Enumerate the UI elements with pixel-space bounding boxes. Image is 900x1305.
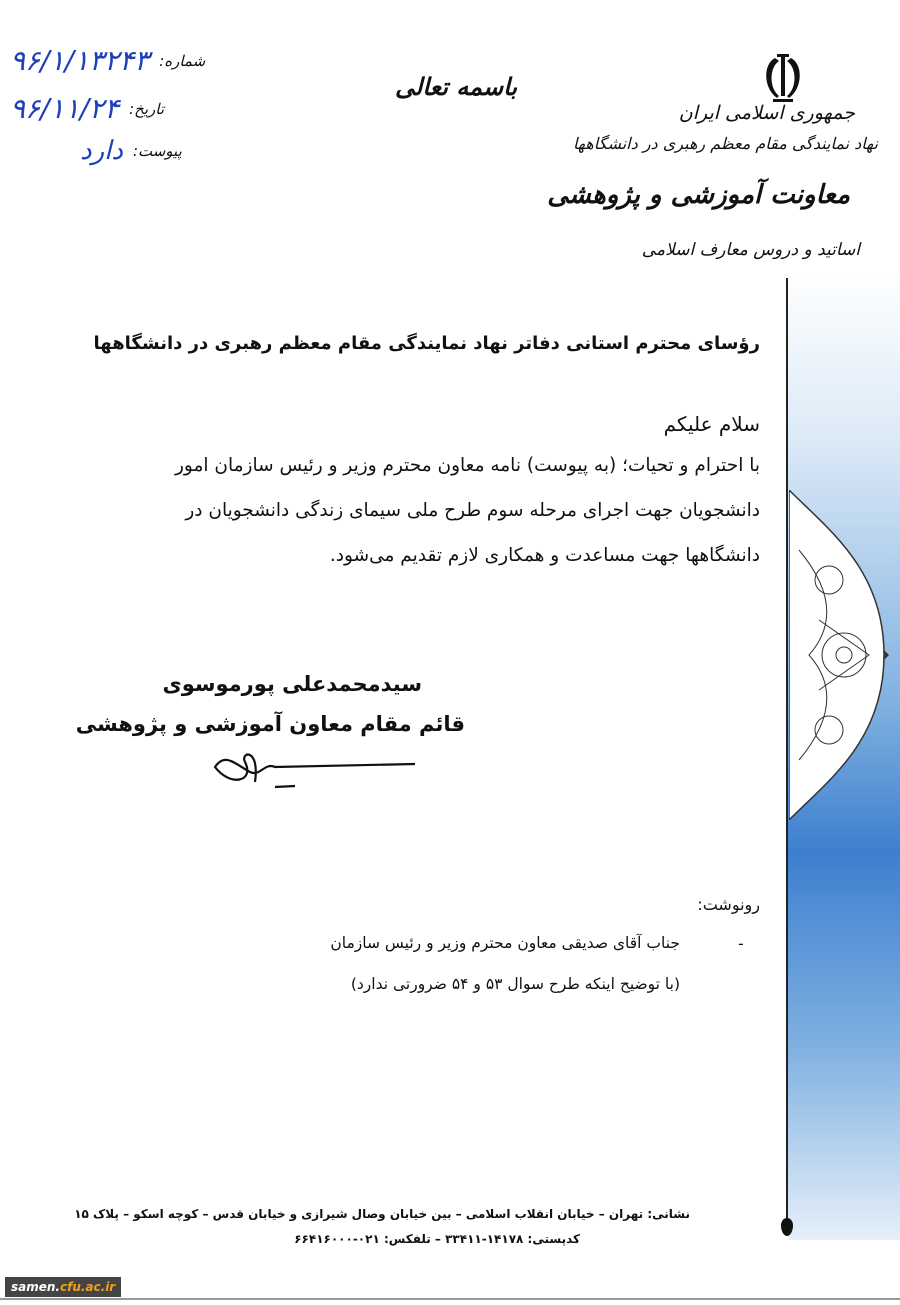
attachment-value: دارد [80, 136, 123, 166]
footer-address: نشانی: تهران – خیابان انقلاب اسلامی – بین خیابان وصال شیرازی و خیابان قدس – کوچه اسکو – پلاک ۱۵ [74, 1207, 690, 1221]
body-line-1: با احترام و تحیات؛ (به پیوست) نامه معاون محترم وزیر و رئیس سازمان امور [174, 455, 760, 476]
date-label: تاریخ: [129, 99, 165, 118]
header-organization: نهاد نمایندگی مقام معظم رهبری در دانشگاهها [573, 134, 878, 153]
cc-label: رونوشت: [697, 895, 760, 914]
signature-icon [205, 742, 420, 797]
attachment-row [80, 136, 182, 166]
date-value: ۹۶/۱۱/۲۴ [10, 92, 120, 125]
footer-contact: کدپستی: ۱۴۱۷۸-۳۳۴۱۱ – تلفکس: ۰۲۱-۶۶۴۱۶۰۰۰ [294, 1232, 580, 1246]
attachment-label: پیوست: [132, 142, 182, 160]
header-country: جمهوری اسلامی ایران [678, 102, 855, 124]
bismillah-heading: باسمه تعالی [395, 72, 518, 101]
header-subdepartment: اساتید و دروس معارف اسلامی [641, 240, 860, 260]
number-row [10, 44, 205, 77]
signer-title: قائم مقام معاون آموزشی و پژوهشی [75, 712, 465, 736]
header-department: معاونت آموزشی و پژوهشی [547, 180, 850, 210]
body-line-3: دانشگاهها جهت مساعدت و همکاری لازم تقدیم می‌شود. [329, 545, 760, 566]
watermark-part1: samen. [11, 1280, 60, 1294]
cc-bullet: - [738, 934, 744, 953]
watermark-part2: cfu.ac.ir [59, 1280, 116, 1294]
body-line-2: دانشجویان جهت اجرای مرحله سوم طرح ملی سیمای زندگی دانشجویان در [185, 500, 760, 521]
signer-name: سیدمحمدعلی پورموسوی [162, 672, 422, 696]
recipient-line: رؤسای محترم استانی دفاتر نهاد نمایندگی مقام معظم رهبری در دانشگاهها [93, 333, 760, 354]
iran-emblem-icon [755, 52, 811, 108]
cc-note: (با توضیح اینکه طرح سوال ۵۳ و ۵۴ ضرورتی ندارد) [350, 975, 680, 993]
number-value: ۹۶/۱/۱۳۲۴۳ [10, 44, 150, 77]
bottom-rule [0, 1298, 900, 1300]
ornament-icon [789, 490, 889, 820]
vertical-rule [786, 278, 788, 1223]
cc-item: جناب آقای صدیقی معاون محترم وزیر و رئیس سازمان [330, 934, 680, 952]
site-watermark [5, 1277, 121, 1297]
number-label: شماره: [159, 51, 206, 70]
date-row [10, 92, 164, 125]
greeting: سلام علیکم [663, 412, 760, 436]
